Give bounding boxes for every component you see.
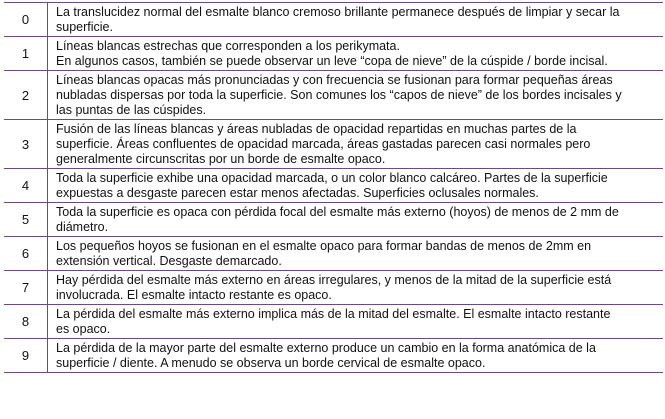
table-row [4, 3, 663, 37]
score-cell: 0 [4, 3, 48, 36]
score-cell: 8 [4, 305, 48, 338]
description-cell [48, 339, 663, 372]
description-line: expuestas a desgaste parecen estar menos afectadas. Superficies oclusales normales. [56, 186, 539, 200]
description-cell [48, 271, 663, 304]
table-row [4, 305, 663, 339]
table-row [4, 339, 663, 373]
score-cell: 7 [4, 271, 48, 304]
description-line: Toda la superficie es opaca con pérdida focal del esmalte más externo (hoyos) de menos de 2 mm de [56, 205, 619, 219]
score-cell: 4 [4, 169, 48, 202]
description-line: superficie. Áreas confluentes de opacidad marcada, áreas gastadas parecen casi normales pero [56, 137, 591, 151]
description-line: La pérdida de la mayor parte del esmalte externo produce un cambio en la forma anatómica de la [56, 341, 596, 355]
table-row [4, 271, 663, 305]
description-line: involucrada. El esmalte intacto restante es opaco. [56, 288, 332, 302]
description-cell [48, 71, 663, 119]
description-line: las puntas de las cúspides. [56, 103, 207, 117]
description-line: Hay pérdida del esmalte más externo en áreas irregulares, y menos de la mitad de la superficie está [56, 273, 612, 287]
description-line: Líneas blancas estrechas que corresponden a los perikymata. [56, 39, 400, 53]
score-cell: 6 [4, 237, 48, 270]
score-cell: 9 [4, 339, 48, 372]
description-line: La translucidez normal del esmalte blanco cremoso brillante permanece después de limpiar y secar la [56, 5, 620, 19]
description-cell [48, 37, 663, 70]
description-cell [48, 169, 663, 202]
score-cell: 3 [4, 120, 48, 168]
description-cell [48, 305, 663, 338]
score-cell: 5 [4, 203, 48, 236]
score-cell: 1 [4, 37, 48, 70]
description-line: superficie / diente. A menudo se observa un borde cervical de esmalte opaco. [56, 356, 486, 370]
table-row [4, 203, 663, 237]
table-row [4, 37, 663, 71]
score-cell: 2 [4, 71, 48, 119]
description-line: diámetro. [56, 220, 109, 234]
description-cell [48, 237, 663, 270]
fluorosis-index-table [4, 2, 663, 373]
description-line: La pérdida del esmalte más externo implica más de la mitad del esmalte. El esmalte intacto restante [56, 307, 611, 321]
table-row [4, 71, 663, 120]
description-line: En algunos casos, también se puede observar un leve “copa de nieve” de la cúspide / borde incisal. [56, 54, 608, 68]
description-line: es opaco. [56, 322, 111, 336]
description-cell [48, 203, 663, 236]
table-row [4, 120, 663, 169]
description-line: extensión vertical. Desgaste demarcado. [56, 254, 282, 268]
description-cell [48, 3, 663, 36]
description-line: Fusión de las líneas blancas y áreas nubladas de opacidad repartidas en muchas partes de la [56, 122, 577, 136]
description-line: nubladas dispersas por toda la superficie. Son comunes los “capos de nieve” de los bordes incisales y [56, 88, 622, 102]
description-line: Toda la superficie exhibe una opacidad marcada, o un color blanco calcáreo. Partes de la superficie [56, 171, 608, 185]
description-line: Líneas blancas opacas más pronunciadas y con frecuencia se fusionan para formar pequeñas áreas [56, 73, 613, 87]
description-cell [48, 120, 663, 168]
description-line: superficie. [56, 20, 113, 34]
description-line: Los pequeños hoyos se fusionan en el esmalte opaco para formar bandas de menos de 2mm en [56, 239, 592, 253]
table-row [4, 169, 663, 203]
table-row [4, 237, 663, 271]
description-line: generalmente circunscritas por un borde de esmalte opaco. [56, 152, 386, 166]
